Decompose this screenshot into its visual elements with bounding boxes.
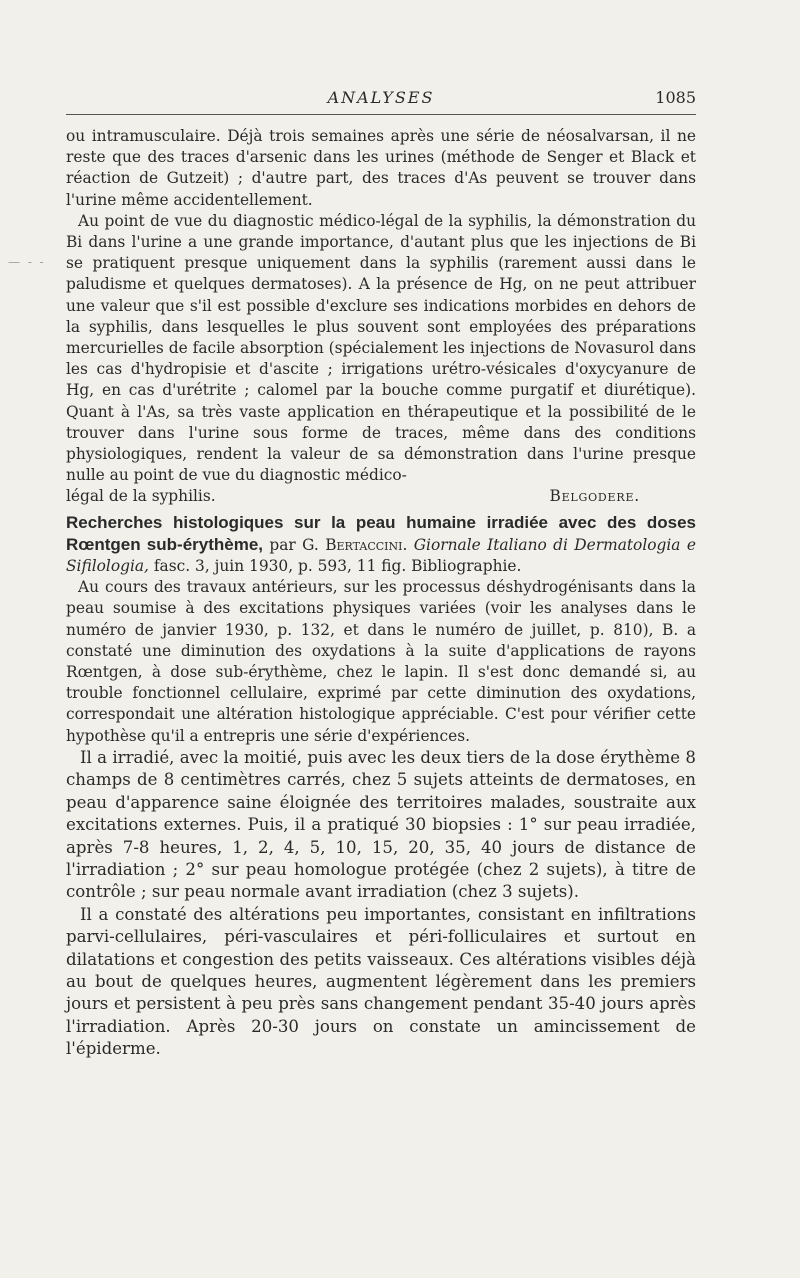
page-body — [66, 126, 696, 1061]
margin-mark: — - - — [8, 255, 46, 269]
article-heading — [66, 512, 696, 578]
article-journal: Giornale Italiano di Dermatologia e Sifilologia, — [66, 535, 696, 576]
running-header — [66, 86, 696, 110]
paragraph-results: Il a constaté des altérations peu importantes, consistant en infiltrations parvi-cellulaires, péri-vasculaires et péri-folliculaires et surtout en dilatations et congestion des petits vaisseaux. Ces altérations visibles déjà au bout de quelques heures, augmentent légèrement dans les premiers jours et persistent à peu près sans changement pendant 35-40 jours après l'irradiation. Après 20-30 jours on constate un amincissement de l'épiderme. — [66, 904, 696, 1059]
article-title: Recherches histologiques sur la peau humaine irradiée avec des doses Rœntgen sub-érythème, — [66, 512, 696, 554]
paragraph-last-line: légal de la syphilis. — [66, 487, 216, 506]
paragraph-diagnostic: Au point de vue du diagnostic médico-légal de la syphilis, la démonstration du Bi dans l'urine a une grande importance, d'autant plus que les injections de Bi se pratiquent presque uniquement dans la syphilis (rarement aussi dans le paludisme et quelques dermatoses). A la présence de Hg, on ne peut attribuer une valeur que s'il est possible d'exclure ses indications morbides en dehors de la syphilis, dans lesquelles le plus souvent sont employées des préparations mercurielles de facile absorption (spécialement les injections de Novasurol dans les cas d'hydropisie et d'ascite ; irrigations urétro-vésicales d'oxycyanure de Hg, en cas d'urétrite ; calomel par la bouche comme purgatif et diurétique). Quant à l'As, sa très vaste application en thérapeutique et la possibilité de le trouver dans l'urine sous forme de traces, même dans des conditions physiologiques, rendent la valeur de sa démonstration dans l'urine presque nulle au point de vue du diagnostic médico- — [66, 211, 696, 485]
paragraph-method: Il a irradié, avec la moitié, puis avec les deux tiers de la dose érythème 8 champs de 8 centimètres carrés, chez 5 sujets atteints de dermatoses, en peau d'apparence saine éloignée des territoires malades, soustraite aux excitations externes. Puis, il a pratiqué 30 biopsies : 1° sur peau irradiée, après 7-8 heures, 1, 2, 4, 5, 10, 15, 20, 35, 40 jours de distance de l'irradiation ; 2° sur peau homologue protégée (chez 2 sujets), à titre de contrôle ; sur peau normale avant irradiation (chez 3 sujets). — [66, 747, 696, 902]
page-number: 1085 — [655, 88, 696, 107]
article-author: Bertaccini. — [325, 535, 408, 554]
article-citation: fasc. 3, juin 1930, p. 593, 11 fig. Bibliographie. — [153, 557, 522, 576]
paragraph-previous-work: Au cours des travaux antérieurs, sur les processus déshydrogénisants dans la peau soumise à des excitations physiques variées (voir les analyses dans le numéro de janvier 1930, p. 132, et dans le numéro de juillet, p. 810), B. a constaté une diminution des oxydations à la suite d'applications de rayons Rœntgen, à dose sub-érythème, chez le lapin. Il s'est donc demandé si, au trouble fonctionnel cellulaire, exprimé par cette diminution des oxydations, correspondait une altération histologique appréciable. C'est pour vérifier cette hypothèse qu'il a entrepris une série d'expériences. — [66, 578, 696, 745]
running-title: ANALYSES — [327, 88, 435, 107]
paragraph-continued: ou intramusculaire. Déjà trois semaines après une série de néosalvarsan, il ne reste que des traces d'arsenic dans les urines (méthode de Senger et Black et réaction de Gutzeit) ; d'autre part, des traces d'As peuvent se trouver dans l'urine même accidentellement. — [66, 127, 696, 209]
paragraph-signature-line — [66, 486, 696, 507]
author-signature: Belgodere. — [549, 487, 640, 506]
header-rule — [66, 114, 696, 115]
article-by: par G. — [269, 535, 319, 554]
